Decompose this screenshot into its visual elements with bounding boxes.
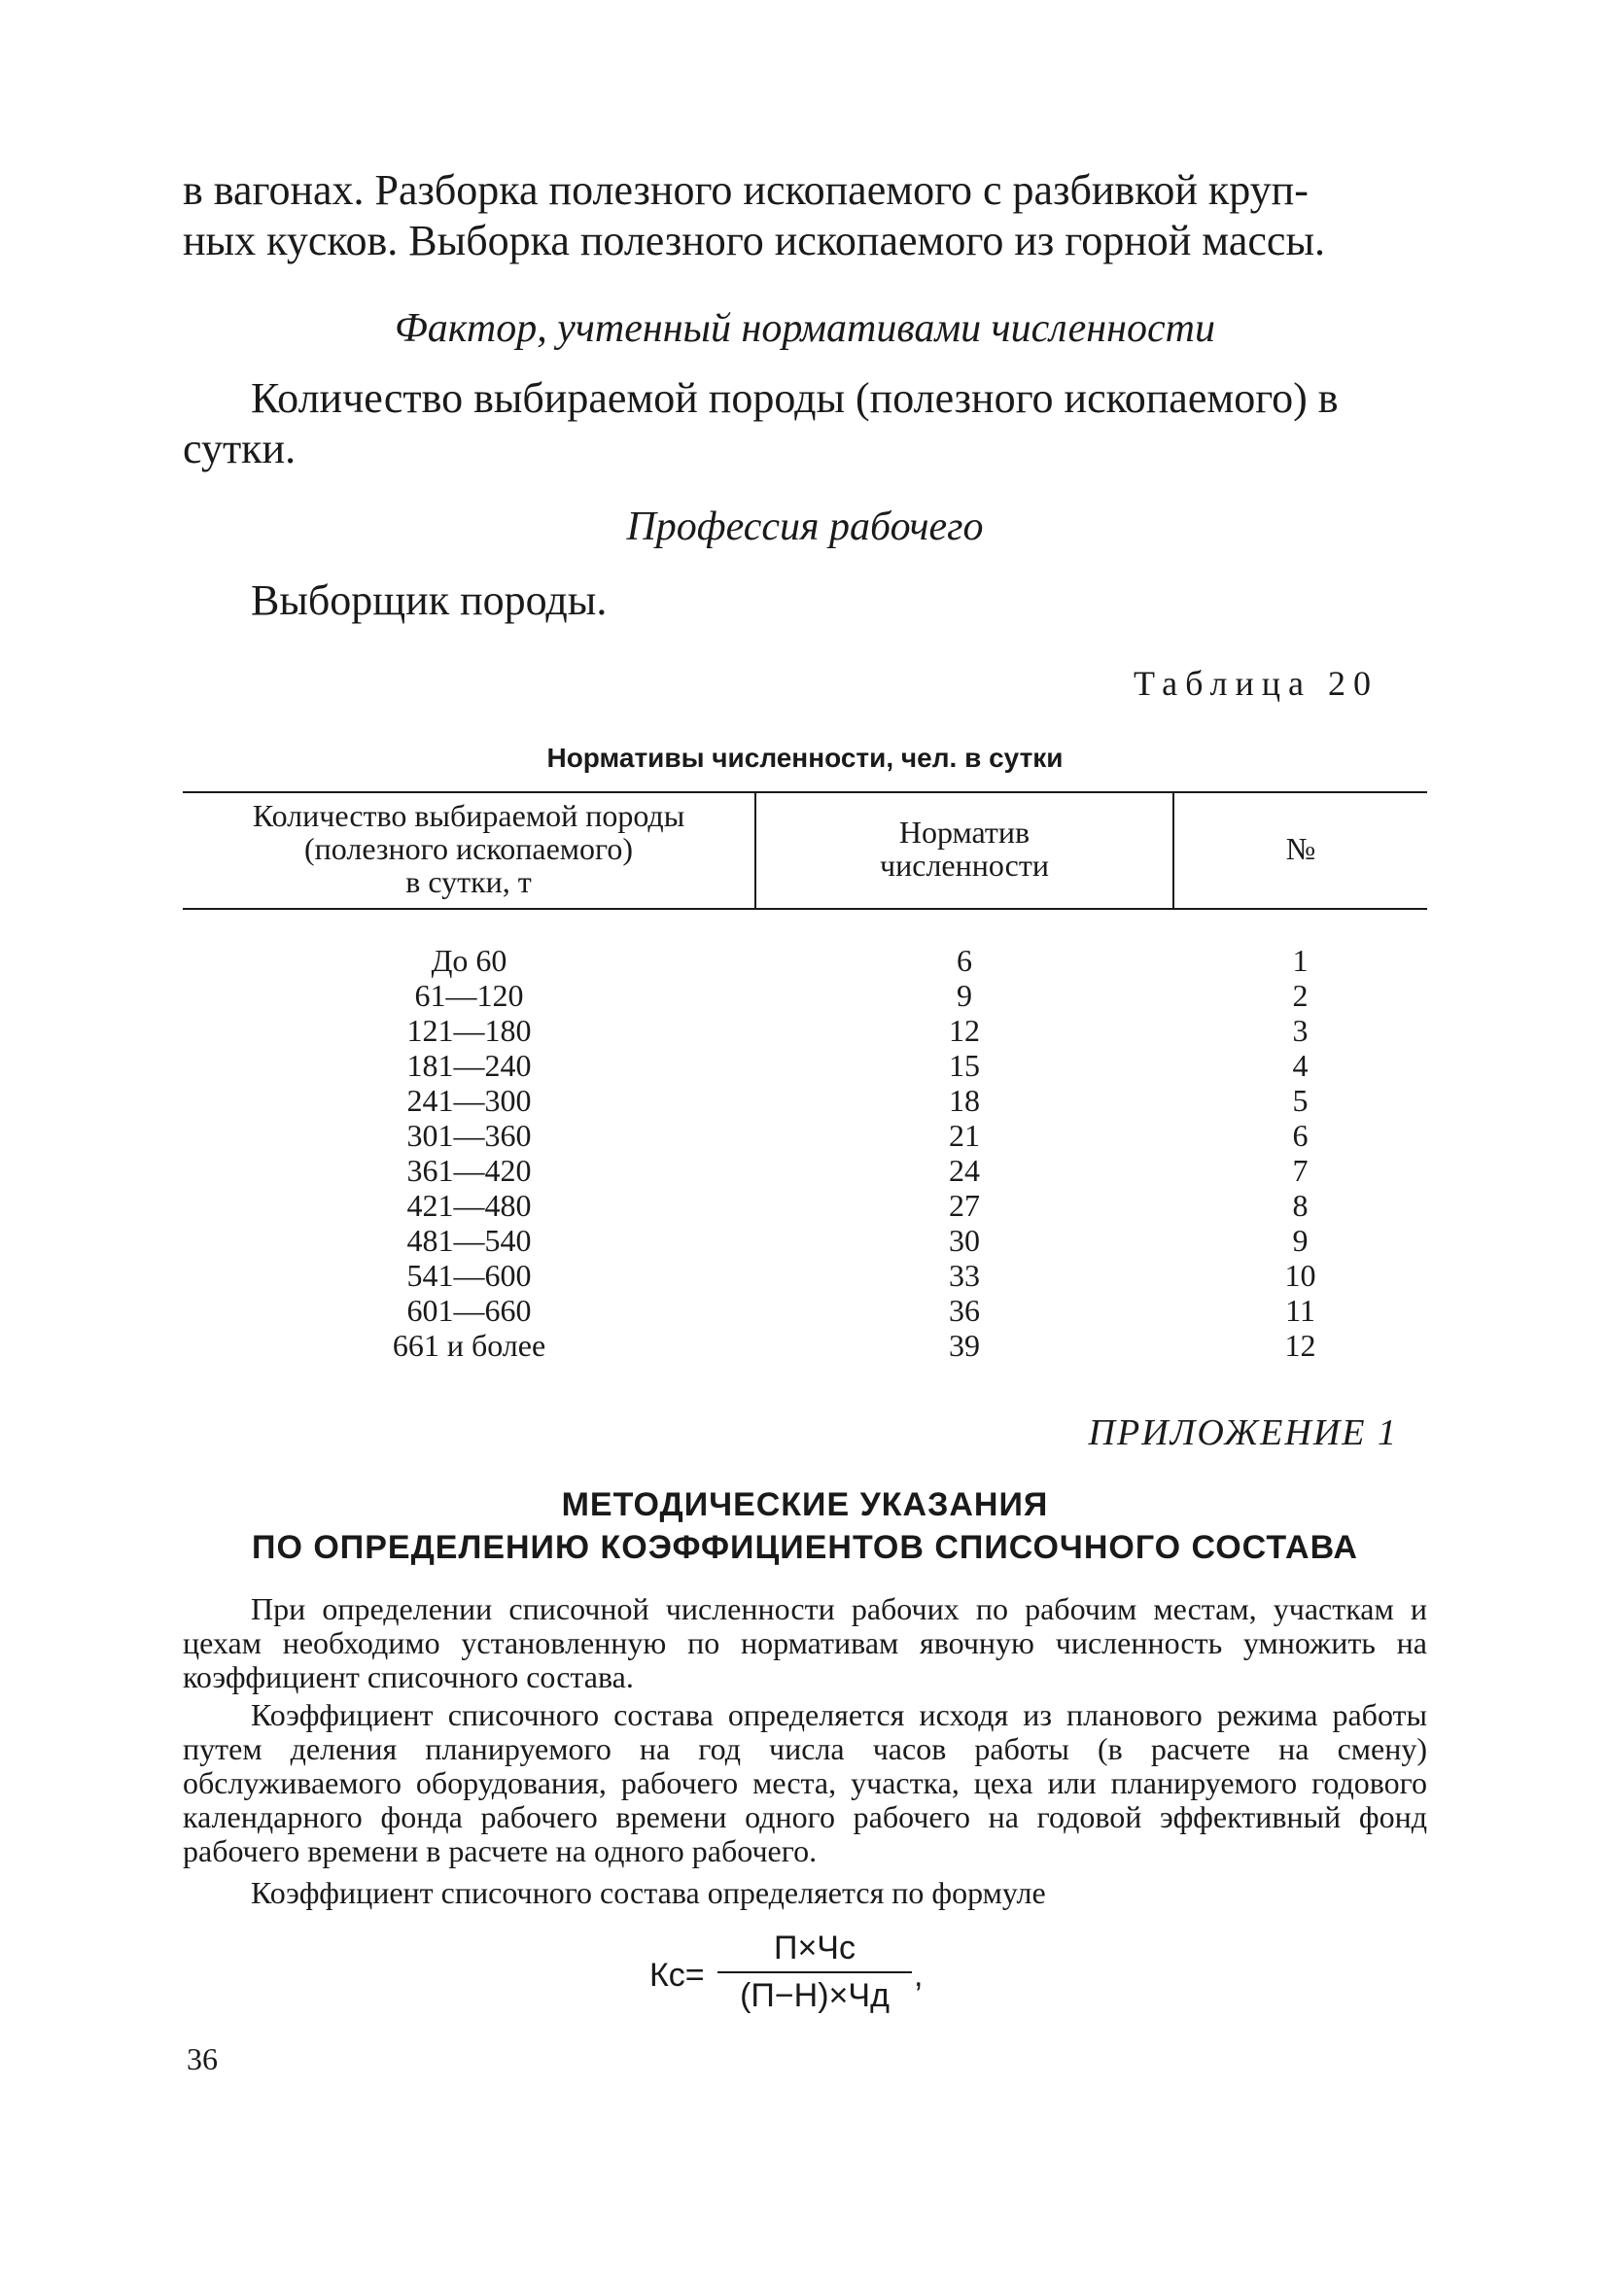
cell-norm: 30 [949, 1223, 980, 1258]
cell-amount: 241—300 [406, 1083, 532, 1118]
cell-amount: 301—360 [406, 1118, 532, 1153]
cell-amount: 361—420 [406, 1153, 532, 1188]
header-number: № [1173, 792, 1427, 909]
table-row [183, 909, 1427, 978]
cell-amount: До 60 [431, 943, 507, 978]
appendix-label: ПРИЛОЖЕНИЕ 1 [1088, 1412, 1398, 1453]
table-header-row [183, 792, 1427, 909]
formula-comma: , [914, 1957, 924, 1994]
formula-lhs: Кс= [649, 1957, 705, 1994]
table-row [183, 1328, 1427, 1363]
table-row [183, 1083, 1427, 1118]
table-row [183, 1293, 1427, 1328]
intro-line-2: ных кусков. Выборка полезного ископаемого из горной массы. [183, 217, 1326, 264]
cell-amount: 541—600 [406, 1258, 532, 1293]
cell-number: 7 [1292, 1153, 1309, 1188]
cell-norm: 18 [949, 1083, 980, 1118]
cell-number: 1 [1292, 943, 1309, 978]
header-amount [183, 792, 755, 909]
table-row [183, 1013, 1427, 1048]
table-row [183, 1048, 1427, 1083]
table-row [183, 1188, 1427, 1223]
appendix-paragraph-2: Коэффициент списочного состава определяется исходя из планового режима работы путем деления планируемого на год числа часов работы (в расчете на смену) обслуживаемого оборудования, рабочего места, участка, цеха или планируемого годового календарного фонда рабочего времени одного рабочего на годовой эффективный фонд рабочего времени в расчете на одного рабочего. [183, 1697, 1427, 1868]
formula-fraction [717, 1930, 912, 2015]
cell-number: 6 [1292, 1118, 1309, 1153]
table-row [183, 978, 1427, 1013]
cell-norm: 36 [949, 1293, 980, 1328]
cell-number: 8 [1292, 1188, 1309, 1223]
header-amount-line-1: Количество выбираемой породы [252, 798, 685, 833]
header-amount-line-3: в сутки, т [405, 864, 532, 899]
header-norm-line-2: численности [880, 848, 1049, 883]
appendix-paragraph-3: Коэффициент списочного состава определяется по формуле [251, 1875, 1046, 1910]
cell-amount: 601—660 [406, 1293, 532, 1328]
cell-norm: 9 [957, 978, 972, 1013]
intro-line-1: в вагонах. Разборка полезного ископаемого с разбивкой круп- [183, 166, 1309, 214]
cell-norm: 6 [957, 943, 972, 978]
table-row [183, 1223, 1427, 1258]
formula-denominator: (П−Н)×Чд [740, 1977, 890, 2014]
profession-text: Выборщик породы. [251, 576, 608, 624]
cell-number: 2 [1292, 978, 1309, 1013]
cell-amount: 181—240 [406, 1048, 532, 1083]
formula [183, 1930, 1427, 2036]
cell-norm: 24 [949, 1153, 980, 1188]
cell-number: 9 [1292, 1223, 1309, 1258]
header-norm [755, 792, 1173, 909]
cell-number: 3 [1292, 1013, 1309, 1048]
table-number: Таблица 20 [1134, 664, 1379, 703]
cell-amount: 421—480 [406, 1188, 532, 1223]
cell-amount: 121—180 [406, 1013, 532, 1048]
cell-norm: 12 [949, 1013, 980, 1048]
appendix-paragraph-1: При определении списочной численности рабочих по рабочим местам, участкам и цехам необходимо установленную по нормативам явочную численность умножить на коэффициент списочного состава. [183, 1591, 1427, 1694]
table-row [183, 1118, 1427, 1153]
norms-table [183, 791, 1427, 1363]
table-row [183, 1258, 1427, 1293]
header-norm-line-1: Норматив [898, 815, 1031, 850]
profession-heading: Профессия рабочего [626, 504, 984, 549]
page-number: 36 [187, 2041, 218, 2076]
cell-norm: 33 [949, 1258, 980, 1293]
cell-amount: 61—120 [414, 978, 524, 1013]
header-amount-line-2: (полезного ископаемого) [303, 831, 634, 866]
appendix-title-line-2: ПО ОПРЕДЕЛЕНИЮ КОЭФФИЦИЕНТОВ СПИСОЧНОГО СОСТАВА [252, 1529, 1358, 1566]
appendix-title-line-1: МЕТОДИЧЕСКИЕ УКАЗАНИЯ [561, 1486, 1049, 1523]
cell-amount: 661 и более [392, 1328, 546, 1363]
cell-number: 5 [1292, 1083, 1309, 1118]
cell-number: 4 [1292, 1048, 1309, 1083]
cell-norm: 15 [949, 1048, 980, 1083]
cell-norm: 21 [949, 1118, 980, 1153]
factor-heading: Фактор, учтенный нормативами численности [395, 306, 1215, 351]
cell-number: 10 [1284, 1258, 1316, 1293]
cell-norm: 39 [949, 1328, 980, 1363]
table-row [183, 1153, 1427, 1188]
cell-amount: 481—540 [406, 1223, 532, 1258]
cell-norm: 27 [949, 1188, 980, 1223]
cell-number: 11 [1285, 1293, 1315, 1328]
page-content [183, 165, 1427, 2036]
cell-number: 12 [1284, 1328, 1316, 1363]
formula-numerator: П×Чс [717, 1930, 912, 1973]
factor-text: Количество выбираемой породы (полезного ископаемого) в сутки. [183, 374, 1339, 472]
table-title: Нормативы численности, чел. в сутки [546, 743, 1064, 773]
